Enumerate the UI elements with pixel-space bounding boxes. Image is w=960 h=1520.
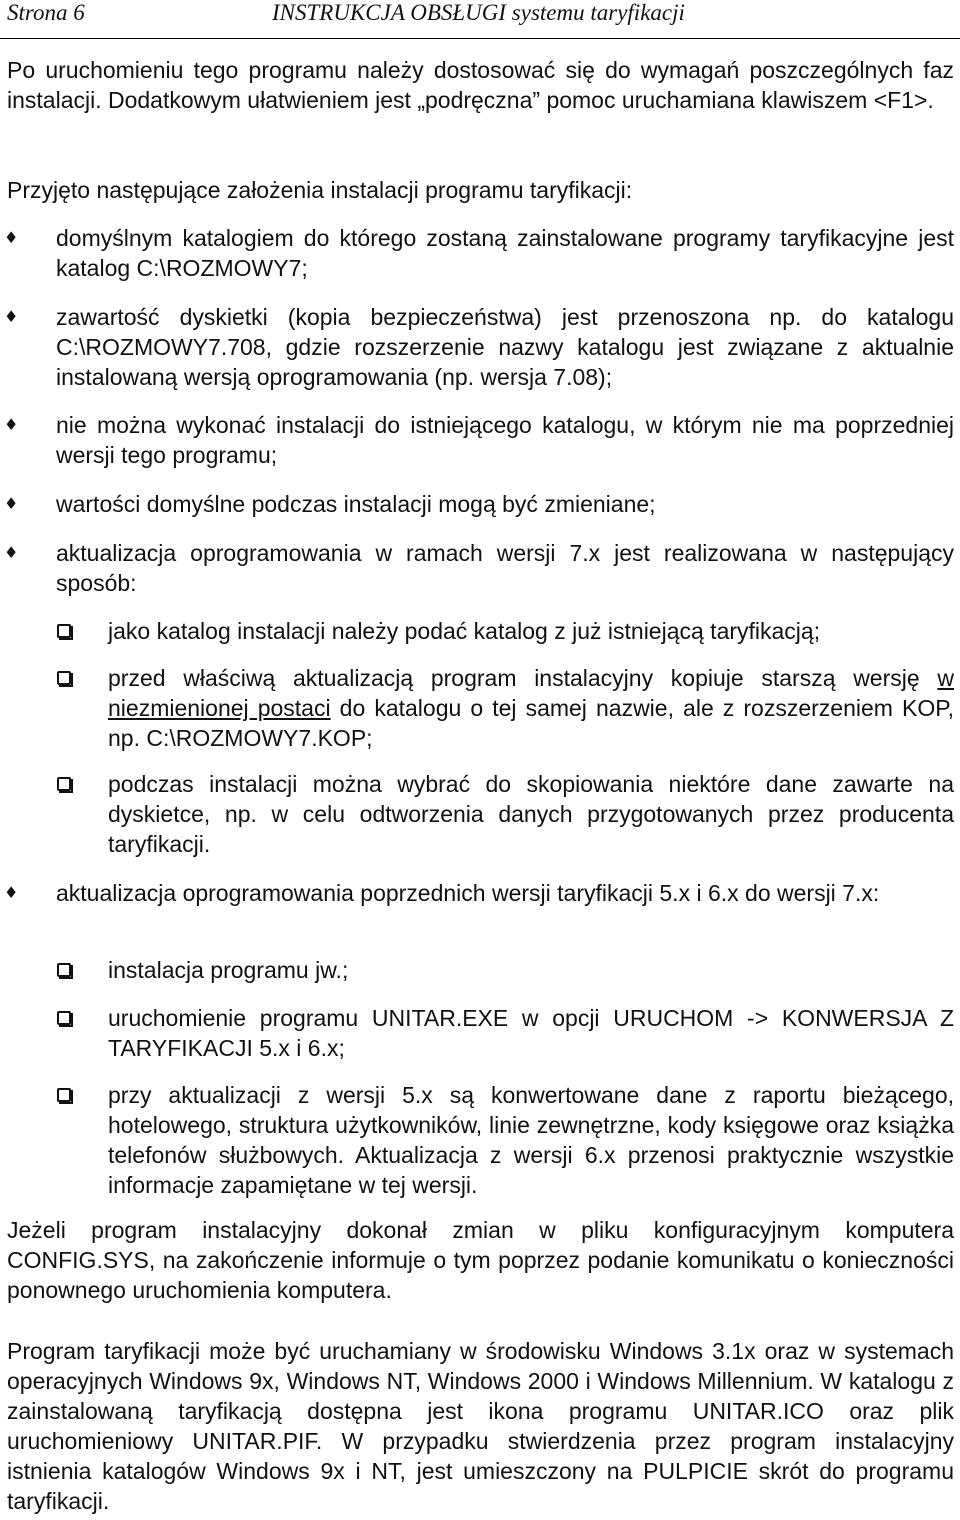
diamond-bullet-icon: ♦ bbox=[4, 228, 19, 247]
config-paragraph: Jeżeli program instalacyjny dokonał zmian w pliku konfiguracyjnym komputera CONFIG.SYS, na zakończenie informuje o tym poprzez podanie komunikatu o konieczności ponownego uruchomienia komputera. bbox=[7, 1217, 954, 1303]
sub-item-text: podczas instalacji można wybrać do skopiowania niektóre dane zawarte na dyskietce, np. w celu odtworzenia danych przygotowanych przez producenta taryfikacji. bbox=[108, 771, 954, 857]
diamond-bullet-icon: ♦ bbox=[4, 494, 19, 513]
document-title: INSTRUKCJA OBSŁUGI systemu taryfikacji bbox=[272, 0, 685, 25]
sub-item-text-part: przed właściwą aktualizacją program instalacyjny kopiuje starszą wersję bbox=[108, 665, 938, 691]
intro-paragraph: Po uruchomieniu tego programu należy dostosować się do wymagań poszczególnych faz instalacji. Dodatkowym ułatwieniem jest „podręczna” pomoc uruchamiana klawiszem <F1>. bbox=[7, 57, 954, 113]
checkbox-bullet-icon bbox=[57, 777, 71, 791]
sub-item-text: przy aktualizacji z wersji 5.x są konwertowane dane z raportu bieżącego, hotelowego, struktura użytkowników, linie zewnętrzne, kody księgowe oraz książka telefonów służbowych. Aktualizacja z wersji 6.x przenosi praktycznie wszystkie informacje zapamiętane w tej wersji. bbox=[108, 1082, 954, 1198]
checkbox-bullet-icon bbox=[57, 624, 71, 638]
checkbox-bullet-icon bbox=[57, 963, 71, 977]
page-number: Strona 6 bbox=[7, 0, 85, 25]
checkbox-bullet-icon bbox=[57, 1011, 71, 1025]
bullet-text: nie można wykonać instalacji do istniejącego katalogu, w którym nie ma poprzedniej wersji tego programu; bbox=[56, 412, 954, 468]
sub-item-text bbox=[108, 663, 954, 753]
bullet-text: wartości domyślne podczas instalacji mogą być zmieniane; bbox=[56, 491, 656, 517]
sub-item-text: uruchomienie programu UNITAR.EXE w opcji URUCHOM -> KONWERSJA Z TARYFIKACJI 5.x i 6.x; bbox=[108, 1005, 954, 1061]
underlined-phrase: w niezmienionej postaci bbox=[108, 665, 954, 721]
assumptions-heading: Przyjęto następujące założenia instalacji programu taryfikacji: bbox=[7, 177, 633, 203]
diamond-bullet-icon: ♦ bbox=[4, 883, 19, 902]
bullet-text: zawartość dyskietki (kopia bezpieczeństwa) jest przenoszona np. do katalogu C:\ROZMOWY7.708, gdzie rozszerzenie nazwy katalogu jest związane z aktualnie instalowaną wersją oprogramowania (np. wersja 7.08); bbox=[56, 304, 954, 390]
sub-item-text-part: do katalogu o tej samej nazwie, ale z rozszerzeniem KOP, np. C:\ROZMOWY7.KOP; bbox=[108, 695, 954, 751]
page-header bbox=[0, 0, 960, 39]
checkbox-bullet-icon bbox=[57, 1088, 71, 1102]
diamond-bullet-icon: ♦ bbox=[4, 543, 19, 562]
diamond-bullet-icon: ♦ bbox=[4, 415, 19, 434]
windows-paragraph: Program taryfikacji może być uruchamiany w środowisku Windows 3.1x oraz w systemach operacyjnych Windows 9x, Windows NT, Windows 2000 i Windows Millennium. W katalogu z zainstalowaną taryfikacją dostępna jest ikona programu UNITAR.ICO oraz plik uruchomieniowy UNITAR.PIF. W przypadku stwierdzenia przez program instalacyjny istnienia katalogów Windows 9x i NT, jest umieszczony na PULPICIE skrót do programu taryfikacji. bbox=[7, 1338, 954, 1514]
bullet-text: aktualizacja oprogramowania poprzednich wersji taryfikacji 5.x i 6.x do wersji 7.x: bbox=[56, 880, 880, 906]
bullet-text: domyślnym katalogiem do którego zostaną zainstalowane programy taryfikacyjne jest katalog C:\ROZMOWY7; bbox=[56, 225, 954, 281]
checkbox-bullet-icon bbox=[57, 671, 71, 685]
diamond-bullet-icon: ♦ bbox=[4, 307, 19, 326]
sub-item-text: instalacja programu jw.; bbox=[108, 957, 349, 983]
bullet-text: aktualizacja oprogramowania w ramach wersji 7.x jest realizowana w następujący sposób: bbox=[56, 540, 954, 596]
sub-item-text: jako katalog instalacji należy podać katalog z już istniejącą taryfikacją; bbox=[108, 618, 821, 644]
